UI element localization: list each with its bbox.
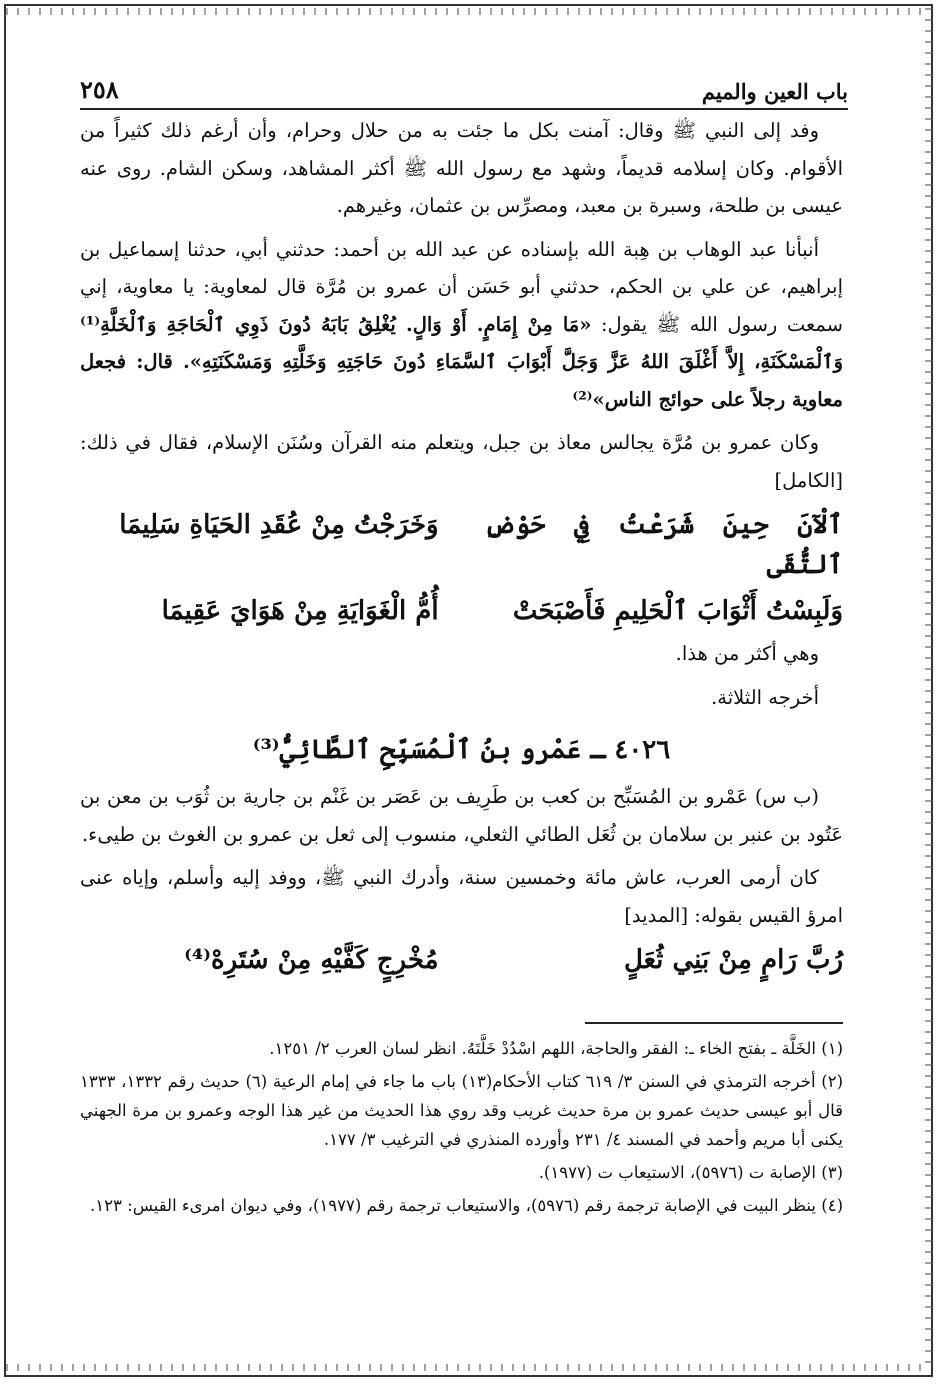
hadith-text: «مَا مِنْ إِمَامٍ. أَوْ وَالٍ. يُغْلِقُ بَابَهُ دُونَ ذَوِي ٱلْحَاجَةِ وَٱلْخَلَّةِ⁽¹⁾ وَٱلْمَسْكَنَةِ، إِلاَّ أَغْلَقَ اللهُ عَزَّ وَجَلَّ أَبْوَابَ ٱلسَّمَاءِ دُونَ حَاجَتِهِ وَخَلَّتِهِ وَمَسْكَنَتِهِ». قال: فجعل معاوية رجلاً على حوائج الناس»⁽²⁾: [80, 312, 843, 411]
ornamental-border-side: [925, 8, 933, 1371]
poem-line: [80, 505, 843, 585]
page-number: ٢٥٨: [80, 75, 119, 104]
footnote: (٤) ينظر البيت في الإصابة ترجمة رقم (٥٩٧٦)، والاستيعاب ترجمة رقم (١٩٧٧)، وفي ديوان امرىء القيس: ١٢٣.: [90, 1196, 843, 1215]
hemistich-right: رُبَّ رَامٍ مِنْ بَنِي ثُعَلٍ: [623, 945, 843, 975]
footnotes: [80, 1034, 843, 1224]
paragraph: وهي أكثر من هذا.: [675, 642, 819, 665]
paragraph: أخرجه الثلاثة.: [711, 685, 819, 709]
ornamental-border-bottom: [6, 1364, 927, 1371]
chapter-title: باب العين والميم: [701, 79, 848, 104]
footnote: (٢) أخرجه الترمذي في السنن ٣/ ٦١٩ كتاب الأحكام(١٣) باب ما جاء في إمام الرعية (٦) حديث رقم ١٣٣٢، ١٣٣٣ قال أبو عيسى حديث عمرو بن مرة حديث غريب وقد روي هذا الحديث من غير هذا الوجه وعمرو بن مرة الجهني يكنى أبا مريم وأحمد في المسند ٤/ ٢٣١ وأورده المنذري في الترغيب ٣/ ١٧٧.: [80, 1072, 843, 1149]
paragraph: (ب س) عَمْرو بن المُسَبِّح بن كعب بن طَرِيف بن عَصَر بن غَنْم بن جارية بن ثُوَب بن معن بن عَتُود بن عنبر بن سلامان بن ثُعَل الطائي الثعلي، منسوب إلى ثعل بن عمرو بن الغوث بن طيىء.: [80, 785, 843, 846]
hemistich-right: وَلَبِسْتُ أَثْوَابَ ٱلْحَلِيمِ فَأَصْبَحَتْ: [512, 596, 843, 626]
footnote: (١) الخَلَّة ـ بفتح الخاء ـ: الفقر والحاجة، اللهم اسْدُدْ خَلَّتَهُ. انظر لسان العرب ٢/ ١٢٥١.: [269, 1039, 843, 1058]
paragraph: وكان عمرو بن مُرَّة يجالس معاذ بن جبل، ويتعلم منه القرآن وسُنَن الإسلام، فقال في ذلك: [الكامل]: [80, 431, 843, 492]
running-header: [80, 60, 848, 110]
isnad-text: أنبأنا عبد الوهاب بن هِبة الله بإسناده عن عبد الله بن أحمد: حدثني أبي، حدثنا إسماعيل بن إبراهيم، عن علي بن الحكم، حدثني أبو حَسَن أن عمرو بن مُرَّة قال لمعاوية: يا معاوية، إني سمعت رسول الله ﷺ يقول:: [80, 237, 844, 336]
main-text: [80, 112, 843, 984]
footnote: (٣) الإصابة ت (٥٩٧٦)، الاستيعاب ت (١٩٧٧).: [538, 1163, 843, 1182]
poem-line: [80, 591, 843, 631]
paragraph: وفد إلى النبي ﷺ وقال: آمنت بكل ما جئت به من حلال وحرام، وأن أرغم ذلك كثيراً من الأقوام. وكان إسلامه قديماً، وشهد مع رسول الله ﷺ أكثر المشاهد، وسكن الشام. روى عنه عيسى بن طلحة، وسبرة بن معبد، ومصرِّس بن عثمان، وغيرهم.: [80, 119, 843, 217]
hemistich-left: وَخَرَجْتُ مِنْ عُقَدِ الحَيَاةِ سَلِيمَا: [119, 510, 439, 540]
footnote-divider: [585, 1022, 843, 1024]
paragraph: [80, 231, 843, 419]
hemistich-right: ٱلْآنَ حِينَ شَرَعْتُ فِي حَوْضِ ٱلتُّقَى: [484, 510, 843, 580]
paragraph: كان أرمى العرب، عاش مائة وخمسين سنة، وأدرك النبي ﷺ، ووفد إليه وأسلم، وإياه عنى امرؤ القيس بقوله: [المديد]: [80, 866, 843, 927]
poem-line: [80, 940, 843, 980]
hemistich-left: مُخْرِجٍ كَفَّيْهِ مِنْ سُتَرِهْ⁽⁴⁾: [184, 945, 439, 975]
entry-heading: ٤٠٢٦ ـ عَمْرو بنُ ٱلْمُسَبِّحِ ٱلطَّائِيُّ⁽³⁾: [252, 735, 671, 765]
ornamental-border-top: [6, 8, 927, 15]
hemistich-left: أُمُّ الْغَوَايَةِ مِنْ هَوَايَ عَقِيمَا: [161, 596, 439, 626]
